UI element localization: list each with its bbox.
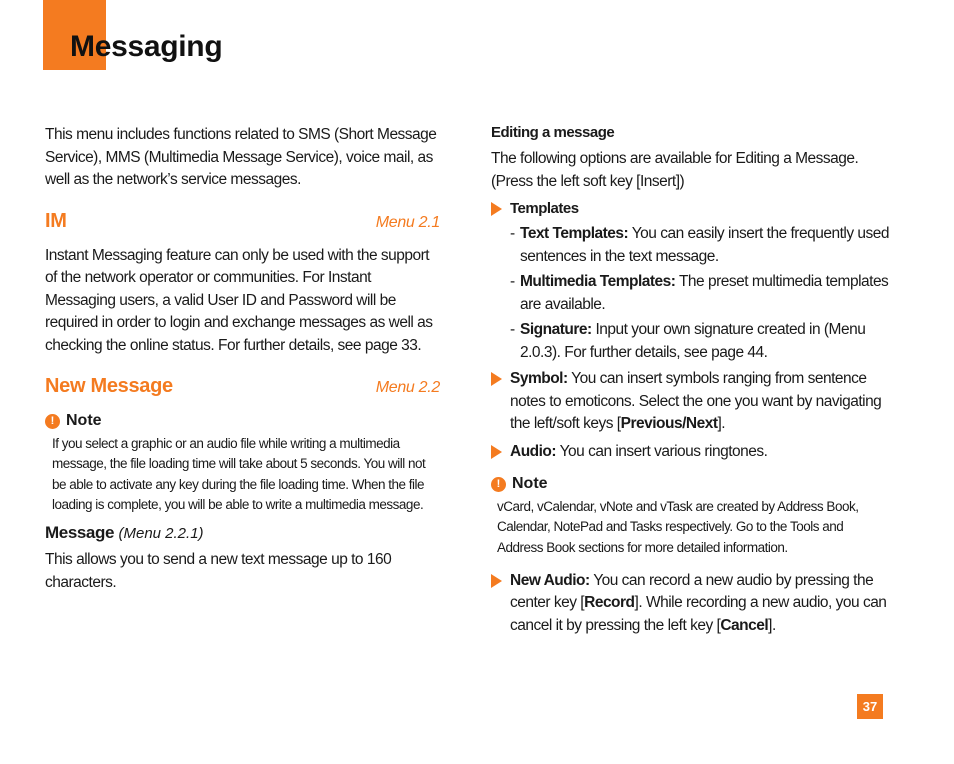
im-menu-ref: Menu 2.1 — [375, 213, 440, 231]
triangle-bullet-icon — [491, 202, 502, 216]
triangle-bullet-icon — [491, 574, 502, 588]
triangle-bullet-icon — [491, 445, 502, 459]
note-header-right — [491, 475, 891, 493]
right-column — [491, 124, 891, 637]
new-audio-paragraph: New Audio: You can record a new audio by pressing the center key [Record]. While recording a new audio, you can cancel it by pressing the left key [Cancel]. — [510, 571, 887, 634]
symbol-item — [491, 368, 891, 436]
templates-label: Templates — [510, 200, 579, 217]
dash-marker: - — [510, 273, 516, 290]
editing-paragraph: The following options are available for Editing a Message. (Press the left soft key [Insert]) — [491, 150, 859, 190]
message-menu-ref: (Menu 2.2.1) — [118, 525, 204, 543]
multimedia-templates-item — [510, 271, 891, 316]
note-text: If you select a graphic or an audio file while writing a multimedia message, the file loading time will take about 5 seconds. You will not be able to activate any key during the file loading time. When the file loading is complete, you will be able to write a multimedia message. — [52, 436, 426, 512]
note-text-right: vCard, vCalendar, vNote and vTask are created by Address Book, Calendar, NotePad and Tasks respectively. Go to the Tools and Address Book sections for more detailed information. — [497, 499, 859, 555]
new-message-title: New Message — [45, 375, 173, 397]
signature-item — [510, 319, 891, 364]
dash-marker: - — [510, 225, 516, 242]
text-templates-paragraph: Text Templates: You can easily insert the frequently used sentences in the text message. — [520, 225, 889, 265]
page-title: Messaging — [70, 30, 223, 63]
message-paragraph: This allows you to send a new text message up to 160 characters. — [45, 551, 392, 591]
dash-marker: - — [510, 321, 516, 338]
editing-title: Editing a message — [491, 124, 615, 141]
note-header — [45, 412, 440, 430]
multimedia-templates-paragraph: Multimedia Templates: The preset multimedia templates are available. — [520, 273, 889, 313]
note-label: Note — [66, 412, 102, 429]
exclamation-circle-icon: ! — [45, 414, 60, 429]
intro-paragraph: This menu includes functions related to SMS (Short Message Service), MMS (Multimedia Message Service), voice mail, as well as the network’s service messages. — [45, 126, 437, 188]
templates-item — [491, 198, 891, 220]
im-paragraph: Instant Messaging feature can only be used with the support of the network operator or communities. For Instant Messaging users, a valid User ID and Password will be required in order to login and exchange messages as well as checking the online status. For further details, see page 33. — [45, 246, 433, 354]
exclamation-circle-icon: ! — [491, 477, 506, 492]
audio-item — [491, 441, 891, 464]
symbol-paragraph: Symbol: You can insert symbols ranging from sentence notes to emoticons. Select the one you want by navigating the left/soft keys [Previous/Next]. — [510, 370, 882, 432]
audio-paragraph: Audio: You can insert various ringtones. — [510, 442, 768, 460]
left-column — [45, 124, 440, 594]
text-templates-item — [510, 223, 891, 268]
triangle-bullet-icon — [491, 372, 502, 386]
new-message-section-header — [45, 375, 440, 398]
message-subheader — [45, 523, 440, 543]
new-audio-item — [491, 570, 891, 638]
signature-paragraph: Signature: Input your own signature created in (Menu 2.0.3). For further details, see page 44. — [520, 321, 866, 361]
im-title: IM — [45, 209, 67, 232]
new-message-menu-ref: Menu 2.2 — [375, 379, 440, 396]
im-section-header — [45, 210, 440, 233]
message-title: Message — [45, 523, 115, 543]
page-number: 37 — [857, 694, 883, 719]
note-label-right: Note — [512, 475, 548, 492]
